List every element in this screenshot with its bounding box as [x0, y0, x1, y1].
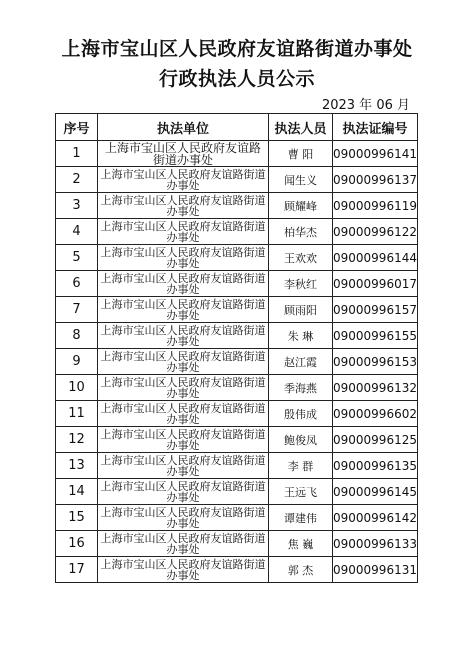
row-number: 8 — [56, 323, 98, 349]
row-unit: 上海市宝山区人民政府友谊路街道办事处 — [98, 479, 269, 505]
row-officer-name: 赵江霞 — [269, 349, 333, 375]
header-unit: 执法单位 — [98, 114, 269, 141]
row-cert-number: 09000996133 — [333, 531, 418, 557]
row-cert-number: 09000996602 — [333, 401, 418, 427]
row-number: 6 — [56, 271, 98, 297]
row-number: 5 — [56, 245, 98, 271]
table-row — [56, 427, 418, 453]
row-number: 10 — [56, 375, 98, 401]
row-unit: 上海市宝山区人民政府友谊路街道办事处 — [98, 323, 269, 349]
table-row — [56, 401, 418, 427]
table-row — [56, 193, 418, 219]
table-row — [56, 245, 418, 271]
row-unit: 上海市宝山区人民政府友谊路街道办事处 — [98, 505, 269, 531]
table-row — [56, 349, 418, 375]
header-no: 序号 — [56, 114, 98, 141]
table-row — [56, 297, 418, 323]
row-number: 17 — [56, 557, 98, 583]
row-unit: 上海市宝山区人民政府友谊路街道办事处 — [98, 401, 269, 427]
row-number: 3 — [56, 193, 98, 219]
row-unit: 上海市宝山区人民政府友谊路街道办事处 — [98, 453, 269, 479]
row-cert-number: 09000996017 — [333, 271, 418, 297]
table-body — [56, 141, 418, 583]
row-number: 14 — [56, 479, 98, 505]
row-number: 2 — [56, 167, 98, 193]
table-row — [56, 219, 418, 245]
table-row — [56, 271, 418, 297]
page-title: 上海市宝山区人民政府友谊路街道办事处 — [61, 38, 413, 60]
row-officer-name: 顾雨阳 — [269, 297, 333, 323]
enforcement-personnel-table — [55, 113, 418, 583]
row-officer-name: 鲍俊凤 — [269, 427, 333, 453]
table-header-row — [56, 114, 418, 141]
row-number: 15 — [56, 505, 98, 531]
row-unit: 上海市宝山区人民政府友谊路街道办事处 — [98, 271, 269, 297]
row-officer-name: 焦 巍 — [269, 531, 333, 557]
row-number: 9 — [56, 349, 98, 375]
row-number: 13 — [56, 453, 98, 479]
row-cert-number: 09000996135 — [333, 453, 418, 479]
table-row — [56, 453, 418, 479]
row-officer-name: 王欢欢 — [269, 245, 333, 271]
row-officer-name: 柏华杰 — [269, 219, 333, 245]
row-cert-number: 09000996155 — [333, 323, 418, 349]
row-unit: 上海市宝山区人民政府友谊路街道办事处 — [98, 141, 269, 167]
row-unit: 上海市宝山区人民政府友谊路街道办事处 — [98, 557, 269, 583]
row-officer-name: 李秋红 — [269, 271, 333, 297]
row-cert-number: 09000996141 — [333, 141, 418, 167]
table-row — [56, 141, 418, 167]
header-cert: 执法证编号 — [333, 114, 418, 141]
row-unit: 上海市宝山区人民政府友谊路街道办事处 — [98, 297, 269, 323]
table-row — [56, 167, 418, 193]
row-unit: 上海市宝山区人民政府友谊路街道办事处 — [98, 167, 269, 193]
row-cert-number: 09000996144 — [333, 245, 418, 271]
row-unit: 上海市宝山区人民政府友谊路街道办事处 — [98, 375, 269, 401]
row-cert-number: 09000996132 — [333, 375, 418, 401]
row-cert-number: 09000996119 — [333, 193, 418, 219]
table-row — [56, 375, 418, 401]
row-officer-name: 顾耀峰 — [269, 193, 333, 219]
table-row — [56, 505, 418, 531]
row-officer-name: 季海燕 — [269, 375, 333, 401]
row-cert-number: 09000996142 — [333, 505, 418, 531]
table-row — [56, 557, 418, 583]
row-officer-name: 郭 杰 — [269, 557, 333, 583]
row-unit: 上海市宝山区人民政府友谊路街道办事处 — [98, 193, 269, 219]
row-number: 4 — [56, 219, 98, 245]
row-number: 16 — [56, 531, 98, 557]
row-unit: 上海市宝山区人民政府友谊路街道办事处 — [98, 245, 269, 271]
row-number: 7 — [56, 297, 98, 323]
row-unit: 上海市宝山区人民政府友谊路街道办事处 — [98, 427, 269, 453]
row-unit: 上海市宝山区人民政府友谊路街道办事处 — [98, 349, 269, 375]
table-row — [56, 323, 418, 349]
row-officer-name: 闻生义 — [269, 167, 333, 193]
row-cert-number: 09000996131 — [333, 557, 418, 583]
row-officer-name: 李 群 — [269, 453, 333, 479]
row-officer-name: 朱 琳 — [269, 323, 333, 349]
row-number: 11 — [56, 401, 98, 427]
table-row — [56, 479, 418, 505]
header-name: 执法人员 — [269, 114, 333, 141]
row-cert-number: 09000996122 — [333, 219, 418, 245]
row-cert-number: 09000996137 — [333, 167, 418, 193]
row-cert-number: 09000996153 — [333, 349, 418, 375]
row-cert-number: 09000996125 — [333, 427, 418, 453]
row-officer-name: 谭建伟 — [269, 505, 333, 531]
row-unit: 上海市宝山区人民政府友谊路街道办事处 — [98, 531, 269, 557]
row-unit: 上海市宝山区人民政府友谊路街道办事处 — [98, 219, 269, 245]
page-subtitle: 行政执法人员公示 — [158, 68, 315, 90]
row-number: 12 — [56, 427, 98, 453]
row-cert-number: 09000996157 — [333, 297, 418, 323]
row-officer-name: 王远飞 — [269, 479, 333, 505]
publish-date: 2023 年 06 月 — [321, 98, 410, 113]
row-officer-name: 曹 阳 — [269, 141, 333, 167]
row-officer-name: 殷伟成 — [269, 401, 333, 427]
table-row — [56, 531, 418, 557]
row-number: 1 — [56, 141, 98, 167]
row-cert-number: 09000996145 — [333, 479, 418, 505]
